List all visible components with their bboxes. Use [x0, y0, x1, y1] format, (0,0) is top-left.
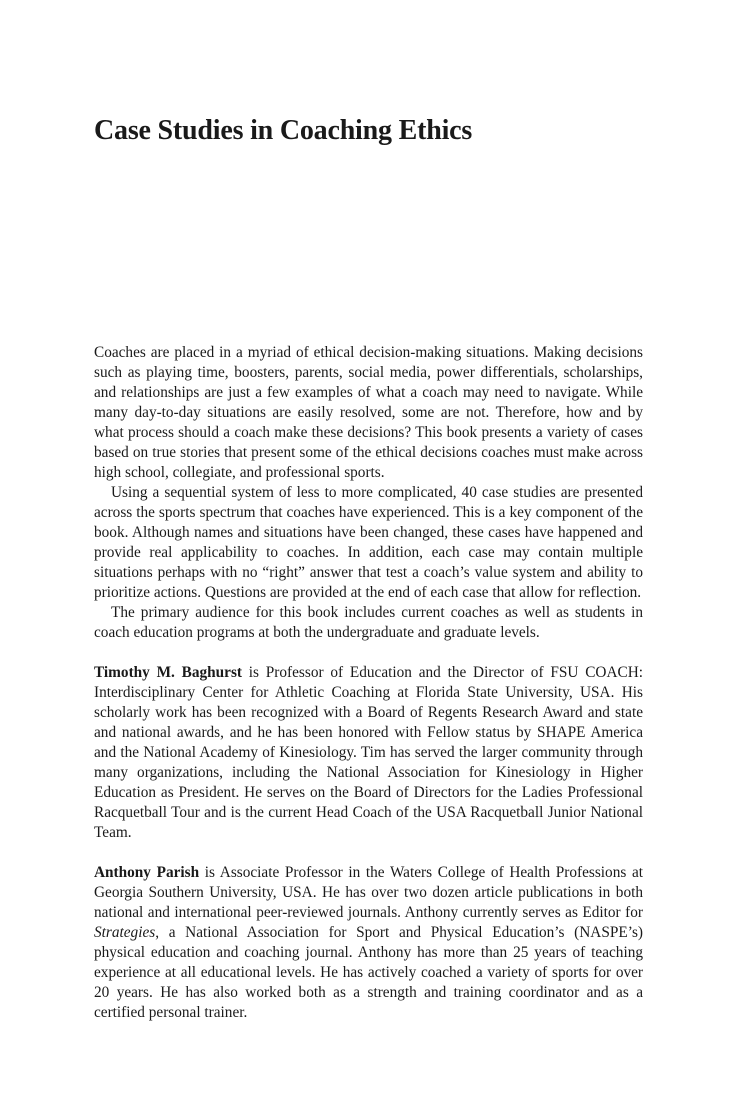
- author-name: Timothy M. Baghurst: [94, 664, 243, 681]
- author-bio-text: is Associate Professor in the Waters College of Health Professions at Georgia Southern University, USA. He has over two dozen article publications in both national and international peer-reviewed journals. Anthony currently serves as Editor for: [94, 864, 643, 921]
- author-bio-parish: [94, 863, 643, 1023]
- back-cover-text: [94, 343, 643, 1023]
- author-name: Anthony Parish: [94, 864, 200, 881]
- journal-title: Strategies: [94, 924, 156, 941]
- author-bio-text: , a National Association for Sport and Physical Education’s (NASPE’s) physical education and coaching journal. Anthony has more than 25 years of teaching experience at all educational levels. He has actively coached a variety of sports for over 20 years. He has also worked both as a strength and training coordinator and as a certified personal trainer.: [94, 924, 643, 1021]
- description-paragraph-1: Coaches are placed in a myriad of ethical decision-making situations. Making decisions such as playing time, boosters, parents, social media, power differentials, scholarships, and relationships are just a few examples of what a coach may need to navigate. While many day-to-day situations are easily resolved, some are not. Therefore, how and by what process should a coach make these decisions? This book presents a variety of cases based on true stories that present some of the ethical decisions coaches must make across high school, collegiate, and professional sports.: [94, 344, 643, 481]
- description-paragraph-3: The primary audience for this book includes current coaches as well as students in coach education programs at both the undergraduate and graduate levels.: [94, 604, 643, 641]
- author-bio-text: is Professor of Education and the Director of FSU COACH: Interdisciplinary Center for Athletic Coaching at Florida State University, USA. His scholarly work has been recognized with a Board of Regents Research Award and state and national awards, and he has been honored with Fellow status by SHAPE America and the National Academy of Kinesiology. Tim has served the larger community through many organizations, including the National Association for Kinesiology in Higher Education as President. He serves on the Board of Directors for the Ladies Professional Racquetball Tour and is the current Head Coach of the USA Racquetball Junior National Team.: [94, 664, 643, 841]
- author-bio-baghurst: [94, 663, 643, 843]
- description-paragraph-2: Using a sequential system of less to more complicated, 40 case studies are presented across the sports spectrum that coaches have experienced. This is a key component of the book. Although names and situations have been changed, these cases have happened and provide real applicability to coaches. In addition, each case may contain multiple situations perhaps with no “right” answer that test a coach’s value system and ability to prioritize actions. Questions are provided at the end of each case that allow for reflection.: [94, 484, 643, 601]
- book-title: Case Studies in Coaching Ethics: [94, 115, 473, 146]
